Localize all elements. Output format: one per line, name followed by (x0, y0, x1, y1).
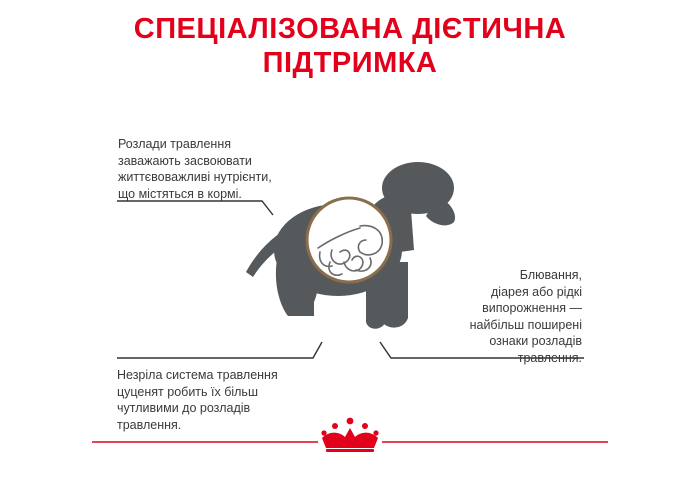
callout-text-line: життєвоважливі нутрієнти, (118, 170, 272, 184)
callout-digestive-disorders (118, 136, 272, 202)
callout-line-bottom-left (117, 342, 322, 358)
callout-text-line: Незріла система травлення (117, 368, 278, 382)
callout-text-line: що містяться в кормі. (118, 186, 242, 201)
callout-text-line: Блювання, (519, 268, 582, 282)
callout-text-line: випорожнення — (482, 301, 582, 315)
crown-logo (321, 418, 378, 452)
callout-line-top-left (117, 201, 273, 215)
title-line-1: СПЕЦІАЛІЗОВАНА ДІЄТИЧНА (133, 13, 567, 45)
callout-text-line: Розлади травлення (118, 137, 231, 151)
callout-text-line: травлення. (517, 350, 582, 365)
callout-text-line: ознаки розладів (489, 334, 582, 348)
callout-text-line: травлення. (117, 417, 182, 432)
callout-text-line: заважають засвоювати (118, 153, 252, 168)
callout-text-line: найбільш поширені (469, 317, 582, 332)
digestive-system-icon (307, 198, 391, 282)
callout-immature-system (117, 367, 278, 433)
callout-symptoms (470, 267, 582, 366)
callout-text-line: діарея або рідкі (491, 284, 582, 299)
title-line-2: ПІДТРИМКА (262, 47, 438, 79)
callout-text-line: чутливими до розладів (117, 401, 251, 415)
callout-text-line: цуценят робить їх більш (117, 384, 258, 399)
